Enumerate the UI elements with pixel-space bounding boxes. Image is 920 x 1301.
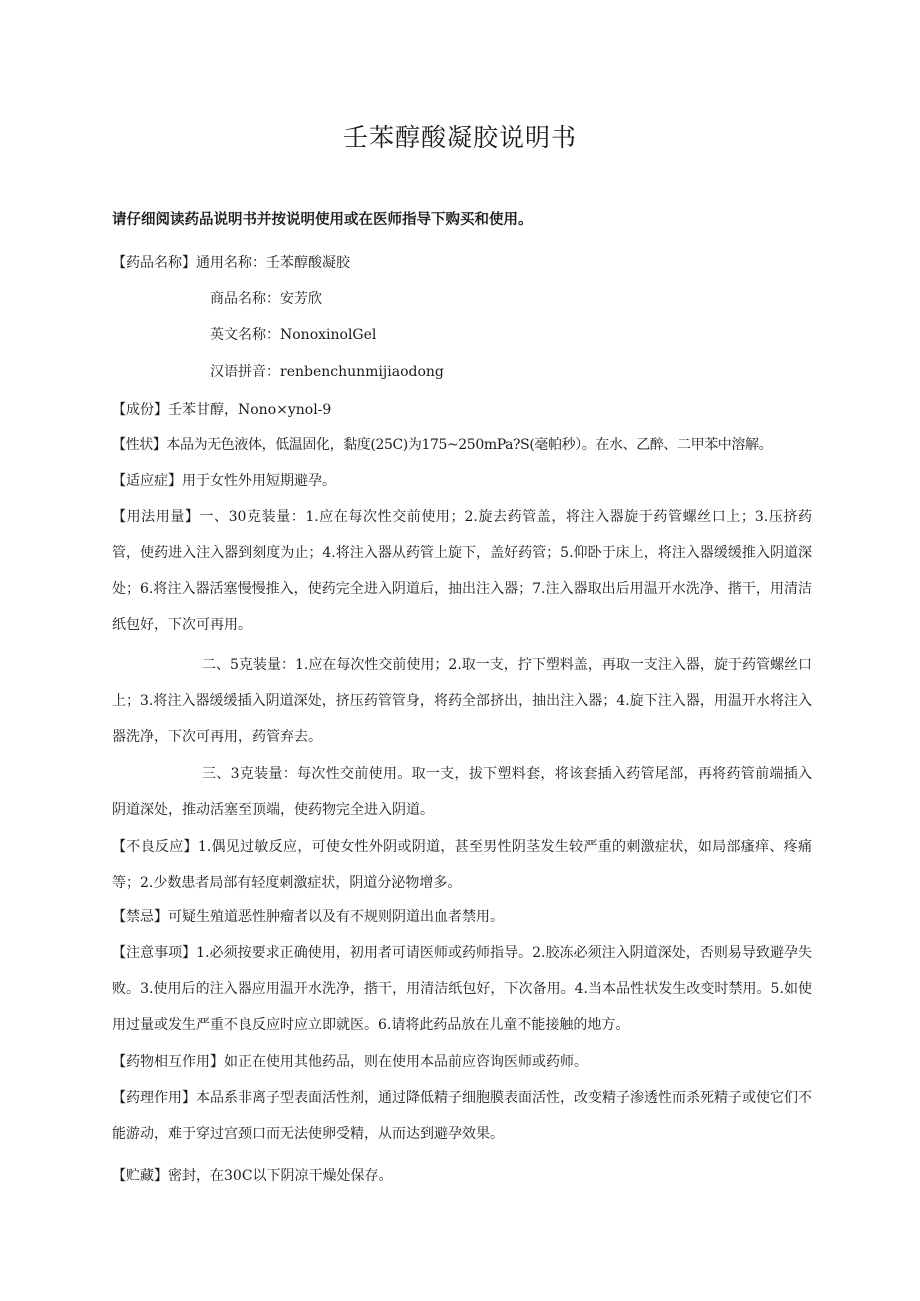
contraindications-section: 【禁忌】可疑生殖道恶性肿瘤者以及有不规则阴道出血者禁用。 — [112, 909, 504, 925]
usage-warning: 请仔细阅读药品说明书并按说明使用或在医师指导下购买和使用。 — [112, 212, 533, 228]
document-title: 壬苯醇酸凝胶说明书 — [342, 123, 577, 152]
properties-section: 【性状】本品为无色液体，低温固化，黏度(25C)为175~250mPa?S(毫帕秒）。在水、乙醉、二甲苯中溶解。 — [112, 437, 773, 453]
indications-section: 【适应症】用于女性外用短期避孕。 — [112, 473, 336, 489]
precautions-section: 【注意事项】1.必须按要求正确使用，初用者可请医师或药师指导。2.胶冻必须注入阴道深处，否则易导致避孕失败。3.使用后的注入器应用温开水洗净，揩干，用清洁纸包好，下次备用。4.当本品性状发生改变时禁用。5.如使用过量或发生严重不良反应时应立即就医。6.请将此药品放在儿童不能接触的地方。 — [112, 945, 812, 1033]
trade-name: 商品名称：安芳欣 — [210, 291, 322, 307]
pharmacology-section: 【药理作用】本品系非离子型表面活性剂，通过降低精子细胞膜表面活性，改变精子渗透性而杀死精子或使它们不能游动，难于穿过宫颈口而无法使卵受精，从而达到避孕效果。 — [112, 1090, 812, 1142]
dosage-5g-section: 二、5克装量：1.应在每次性交前使用；2.取一支，拧下塑料盖，再取一支注入器，旋于药管螺丝口上；3.将注入器缓缓插入阴道深处，挤压药管管身，将药全部挤出，抽出注入器；4.旋下注入器，用温开水将注入器洗净，下次可再用，药管弃去。 — [112, 657, 812, 745]
dosage-30g-section: 【用法用量】一、30克装量：1.应在每次性交前使用；2.旋去药管盖，将注入器旋于药管螺丝口上；3.压挤药管，使药进入注入器到刻度为止；4.将注入器从药管上旋下，盖好药管；5.仰卧于床上，将注入器缓缓推入阴道深处；6.将注入器活塞慢慢推入，使药完全进入阴道后，抽出注入器；7.注入器取出后用温开水洗净、揩干，用清洁纸包好，下次可再用。 — [112, 509, 812, 633]
dosage-3g-section: 三、3克装量：每次性交前使用。取一支，拔下塑料套，将该套插入药管尾部，再将药管前端插入阴道深处，推动活塞至顶端，使药物完全进入阴道。 — [112, 766, 812, 818]
adverse-reactions-section: 【不良反应】1.偶见过敏反应，可使女性外阴或阴道，甚至男性阴茎发生较严重的刺激症状，如局部瘙痒、疼痛等；2.少数患者局部有轻度刺激症状，阴道分泌物增多。 — [112, 839, 812, 891]
english-name: 英文名称：NonoxinolGel — [210, 327, 377, 343]
storage-section: 【贮藏】密封，在30C以下阴凉干燥处保存。 — [112, 1168, 393, 1184]
generic-name: 【药品名称】通用名称：壬苯醇酸凝胶 — [112, 255, 350, 271]
pinyin-name: 汉语拼音：renbenchunmijiaodong — [210, 364, 444, 380]
interactions-section: 【药物相互作用】如正在使用其他药品，则在使用本品前应咨询医师或药师。 — [112, 1054, 588, 1070]
ingredients-section: 【成份】壬苯甘醇，Nono×ynol-9 — [112, 402, 332, 418]
